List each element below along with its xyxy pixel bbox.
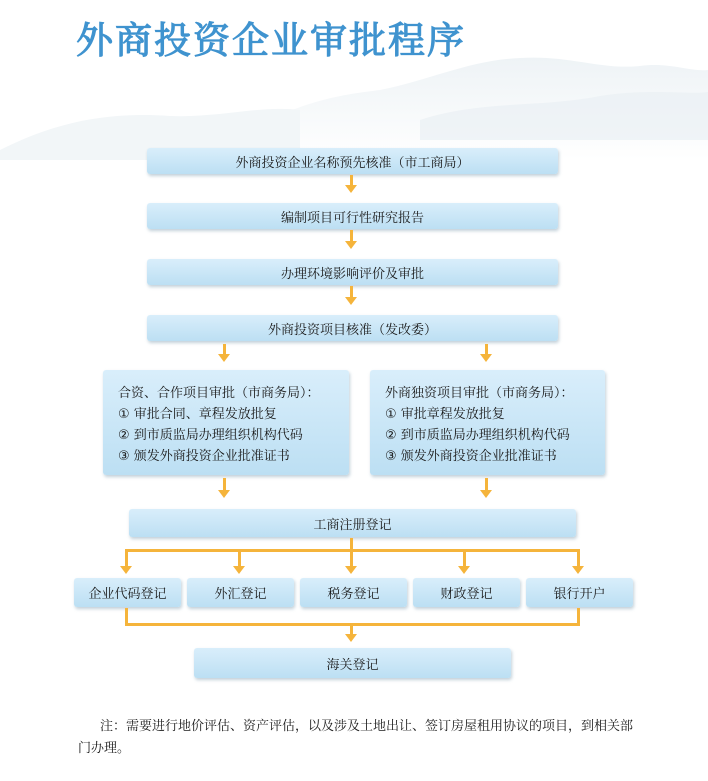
branch-wholly-owned-item: ① 审批章程发放批复 xyxy=(385,407,505,422)
arrow-down-icon xyxy=(458,566,470,574)
step-environment-assessment xyxy=(147,259,558,285)
connector xyxy=(577,549,580,566)
enterprise-code-registration xyxy=(74,578,181,607)
step-name-approval xyxy=(147,148,558,174)
connector xyxy=(485,344,488,354)
page-title: 外商投资企业审批程序 xyxy=(76,18,466,62)
business-registration-label: 工商注册登记 xyxy=(313,517,392,533)
connector xyxy=(485,478,488,490)
customs-registration-label: 海关登记 xyxy=(326,657,379,673)
tax-registration xyxy=(300,578,407,607)
footnote-text: 注：需要进行地价评估、资产评估，以及涉及土地出让、签订房屋租用协议的项目，到相关部门办理。 xyxy=(78,719,634,756)
branch-joint-venture-item: ③ 颁发外商投资企业批准证书 xyxy=(118,449,290,464)
branch-joint-venture-item: ① 审批合同、章程发放批复 xyxy=(118,407,277,422)
arrow-down-icon xyxy=(345,566,357,574)
arrow-down-icon xyxy=(345,185,357,193)
arrow-down-icon xyxy=(345,297,357,305)
branch-wholly-owned-item: ② 到市质监局办理组织机构代码 xyxy=(385,428,570,443)
footnote xyxy=(78,716,638,760)
connector xyxy=(463,549,466,566)
arrow-down-icon xyxy=(345,634,357,642)
step-feasibility-report xyxy=(147,203,558,229)
arrow-down-icon xyxy=(233,566,245,574)
step-name-approval-label: 外商投资企业名称预先核准（市工商局） xyxy=(235,155,470,171)
arrow-down-icon xyxy=(120,566,132,574)
arrow-down-icon xyxy=(480,354,492,362)
branch-wholly-owned xyxy=(370,370,605,475)
tax-registration-label: 税务登记 xyxy=(327,587,380,602)
finance-registration-label: 财政登记 xyxy=(440,587,493,602)
connector xyxy=(350,549,353,566)
bank-account-opening xyxy=(526,578,633,607)
connector xyxy=(125,549,128,566)
arrow-down-icon xyxy=(480,490,492,498)
branch-joint-venture-heading: 合资、合作项目审批（市商务局）： xyxy=(118,386,320,401)
connector xyxy=(238,549,241,566)
enterprise-code-label: 企业代码登记 xyxy=(88,587,167,602)
connector xyxy=(350,286,353,297)
foreign-exchange-label: 外汇登记 xyxy=(214,587,267,602)
business-registration xyxy=(129,509,576,537)
branch-joint-venture xyxy=(103,370,349,475)
arrow-down-icon xyxy=(345,241,357,249)
connector xyxy=(223,344,226,354)
connector xyxy=(350,625,353,634)
foreign-exchange-registration xyxy=(187,578,294,607)
step-project-approval xyxy=(147,315,558,341)
branch-joint-venture-item: ② 到市质监局办理组织机构代码 xyxy=(118,428,303,443)
connector xyxy=(350,175,353,185)
step-feasibility-label: 编制项目可行性研究报告 xyxy=(280,210,424,226)
arrow-down-icon xyxy=(218,354,230,362)
arrow-down-icon xyxy=(572,566,584,574)
arrow-down-icon xyxy=(218,490,230,498)
branch-wholly-owned-heading: 外商独资项目审批（市商务局）： xyxy=(385,386,574,401)
connector xyxy=(223,478,226,490)
bank-account-label: 银行开户 xyxy=(553,587,606,602)
finance-registration xyxy=(413,578,520,607)
customs-registration xyxy=(194,648,511,678)
step-project-approval-label: 外商投资项目核准（发改委） xyxy=(267,322,437,338)
step-environment-label: 办理环境影响评价及审批 xyxy=(280,266,424,282)
branch-wholly-owned-item: ③ 颁发外商投资企业批准证书 xyxy=(385,449,557,464)
connector xyxy=(350,230,353,241)
